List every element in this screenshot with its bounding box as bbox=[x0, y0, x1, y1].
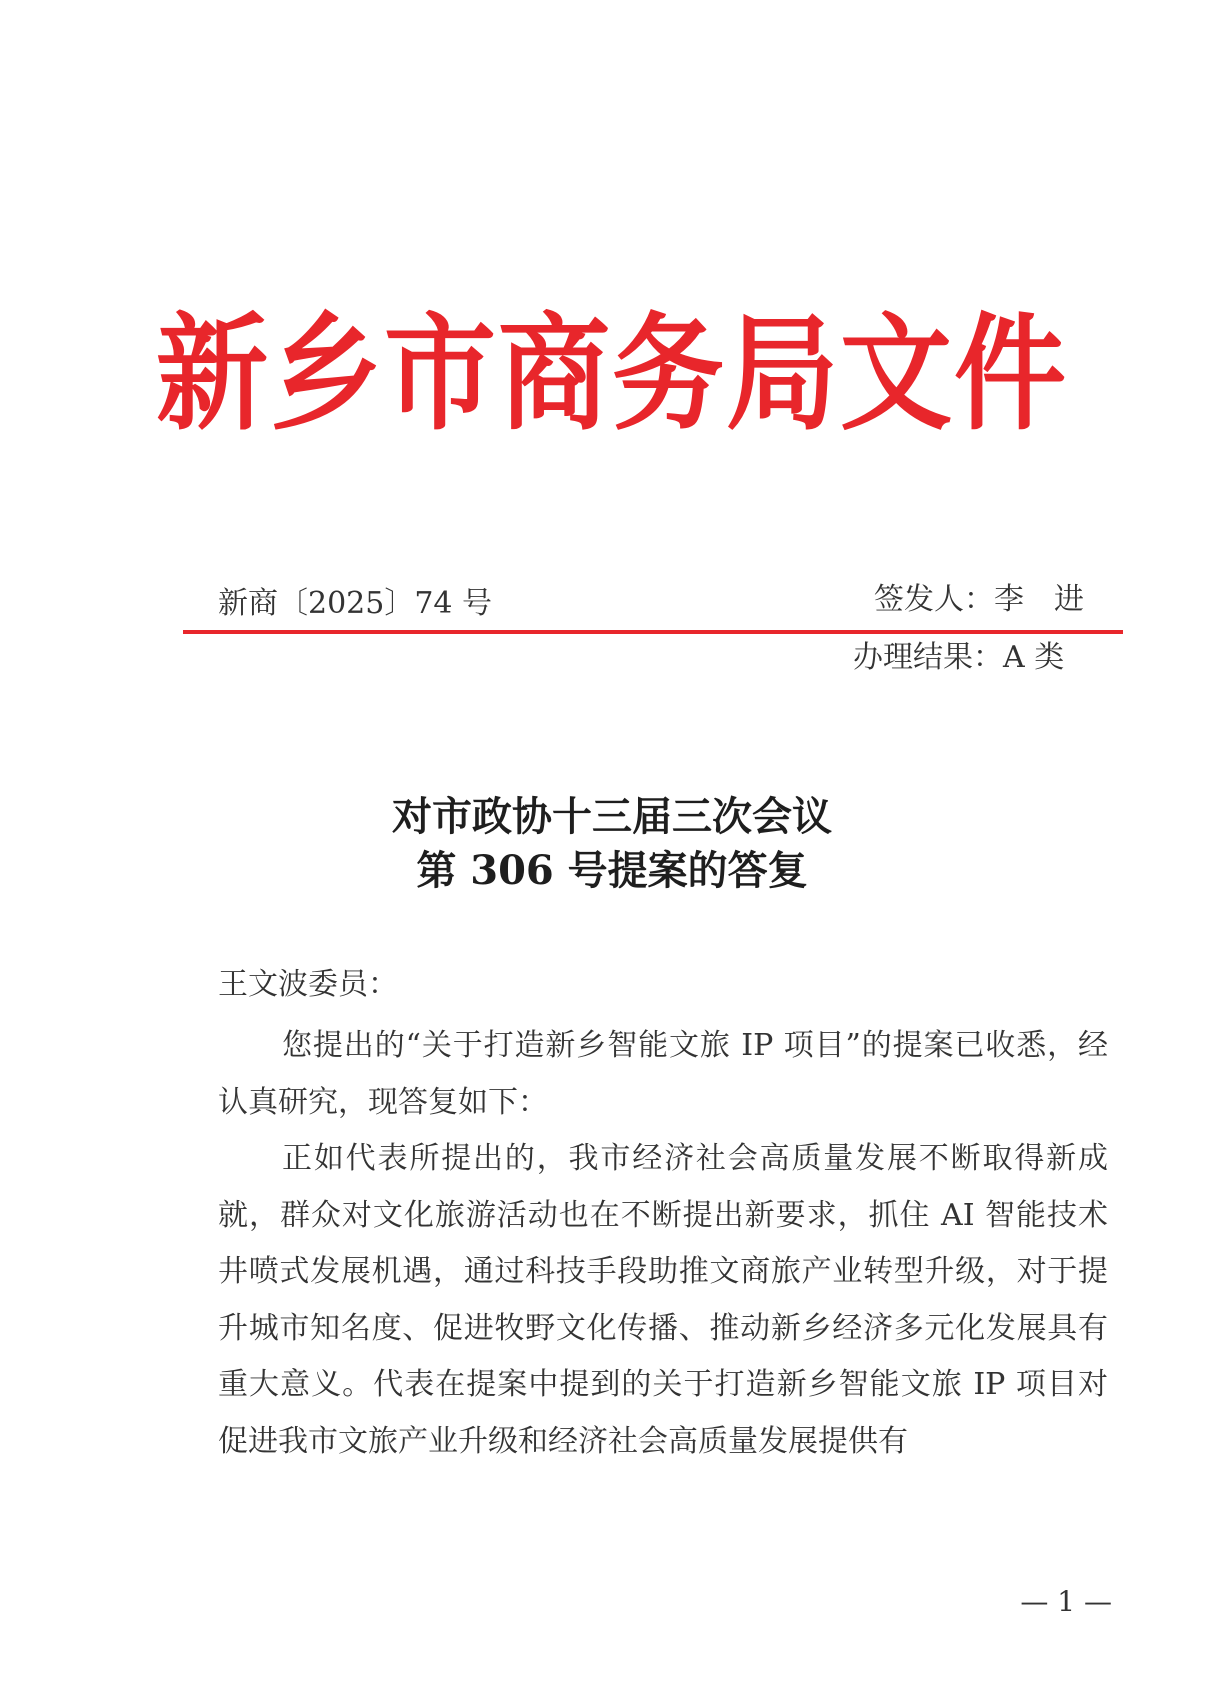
document-body bbox=[218, 1018, 1108, 1470]
body-paragraph: 正如代表所提出的，我市经济社会高质量发展不断取得新成就，群众对文化旅游活动也在不断提出新要求，抓住 AI 智能技术井喷式发展机遇，通过科技手段助推文商旅产业转型升级，对于提升城市知名度、促进牧野文化传播、推动新乡经济多元化发展具有重大意义。代表在提案中提到的关于打造新乡智能文旅 IP 项目对促进我市文旅产业升级和经济社会高质量发展提供有 bbox=[218, 1141, 1108, 1459]
title-line-1: 对市政协十三届三次会议 bbox=[392, 793, 832, 840]
page-number: — 1 — bbox=[1020, 1585, 1112, 1618]
document-title bbox=[150, 790, 1074, 898]
document-number: 新商〔2025〕74 号 bbox=[218, 586, 493, 621]
salutation: 王文波委员： bbox=[218, 967, 398, 1002]
body-paragraph: 您提出的“关于打造新乡智能文旅 IP 项目”的提案已收悉，经认真研究，现答复如下： bbox=[218, 1028, 1108, 1120]
document-masthead: 新乡市商务局文件 bbox=[156, 301, 1068, 448]
signer: 签发人：李 进 bbox=[874, 582, 1084, 617]
handling-result: 办理结果：A 类 bbox=[853, 640, 1065, 675]
red-divider-line bbox=[183, 630, 1123, 634]
title-line-2: 第 306 号提案的答复 bbox=[416, 847, 808, 894]
